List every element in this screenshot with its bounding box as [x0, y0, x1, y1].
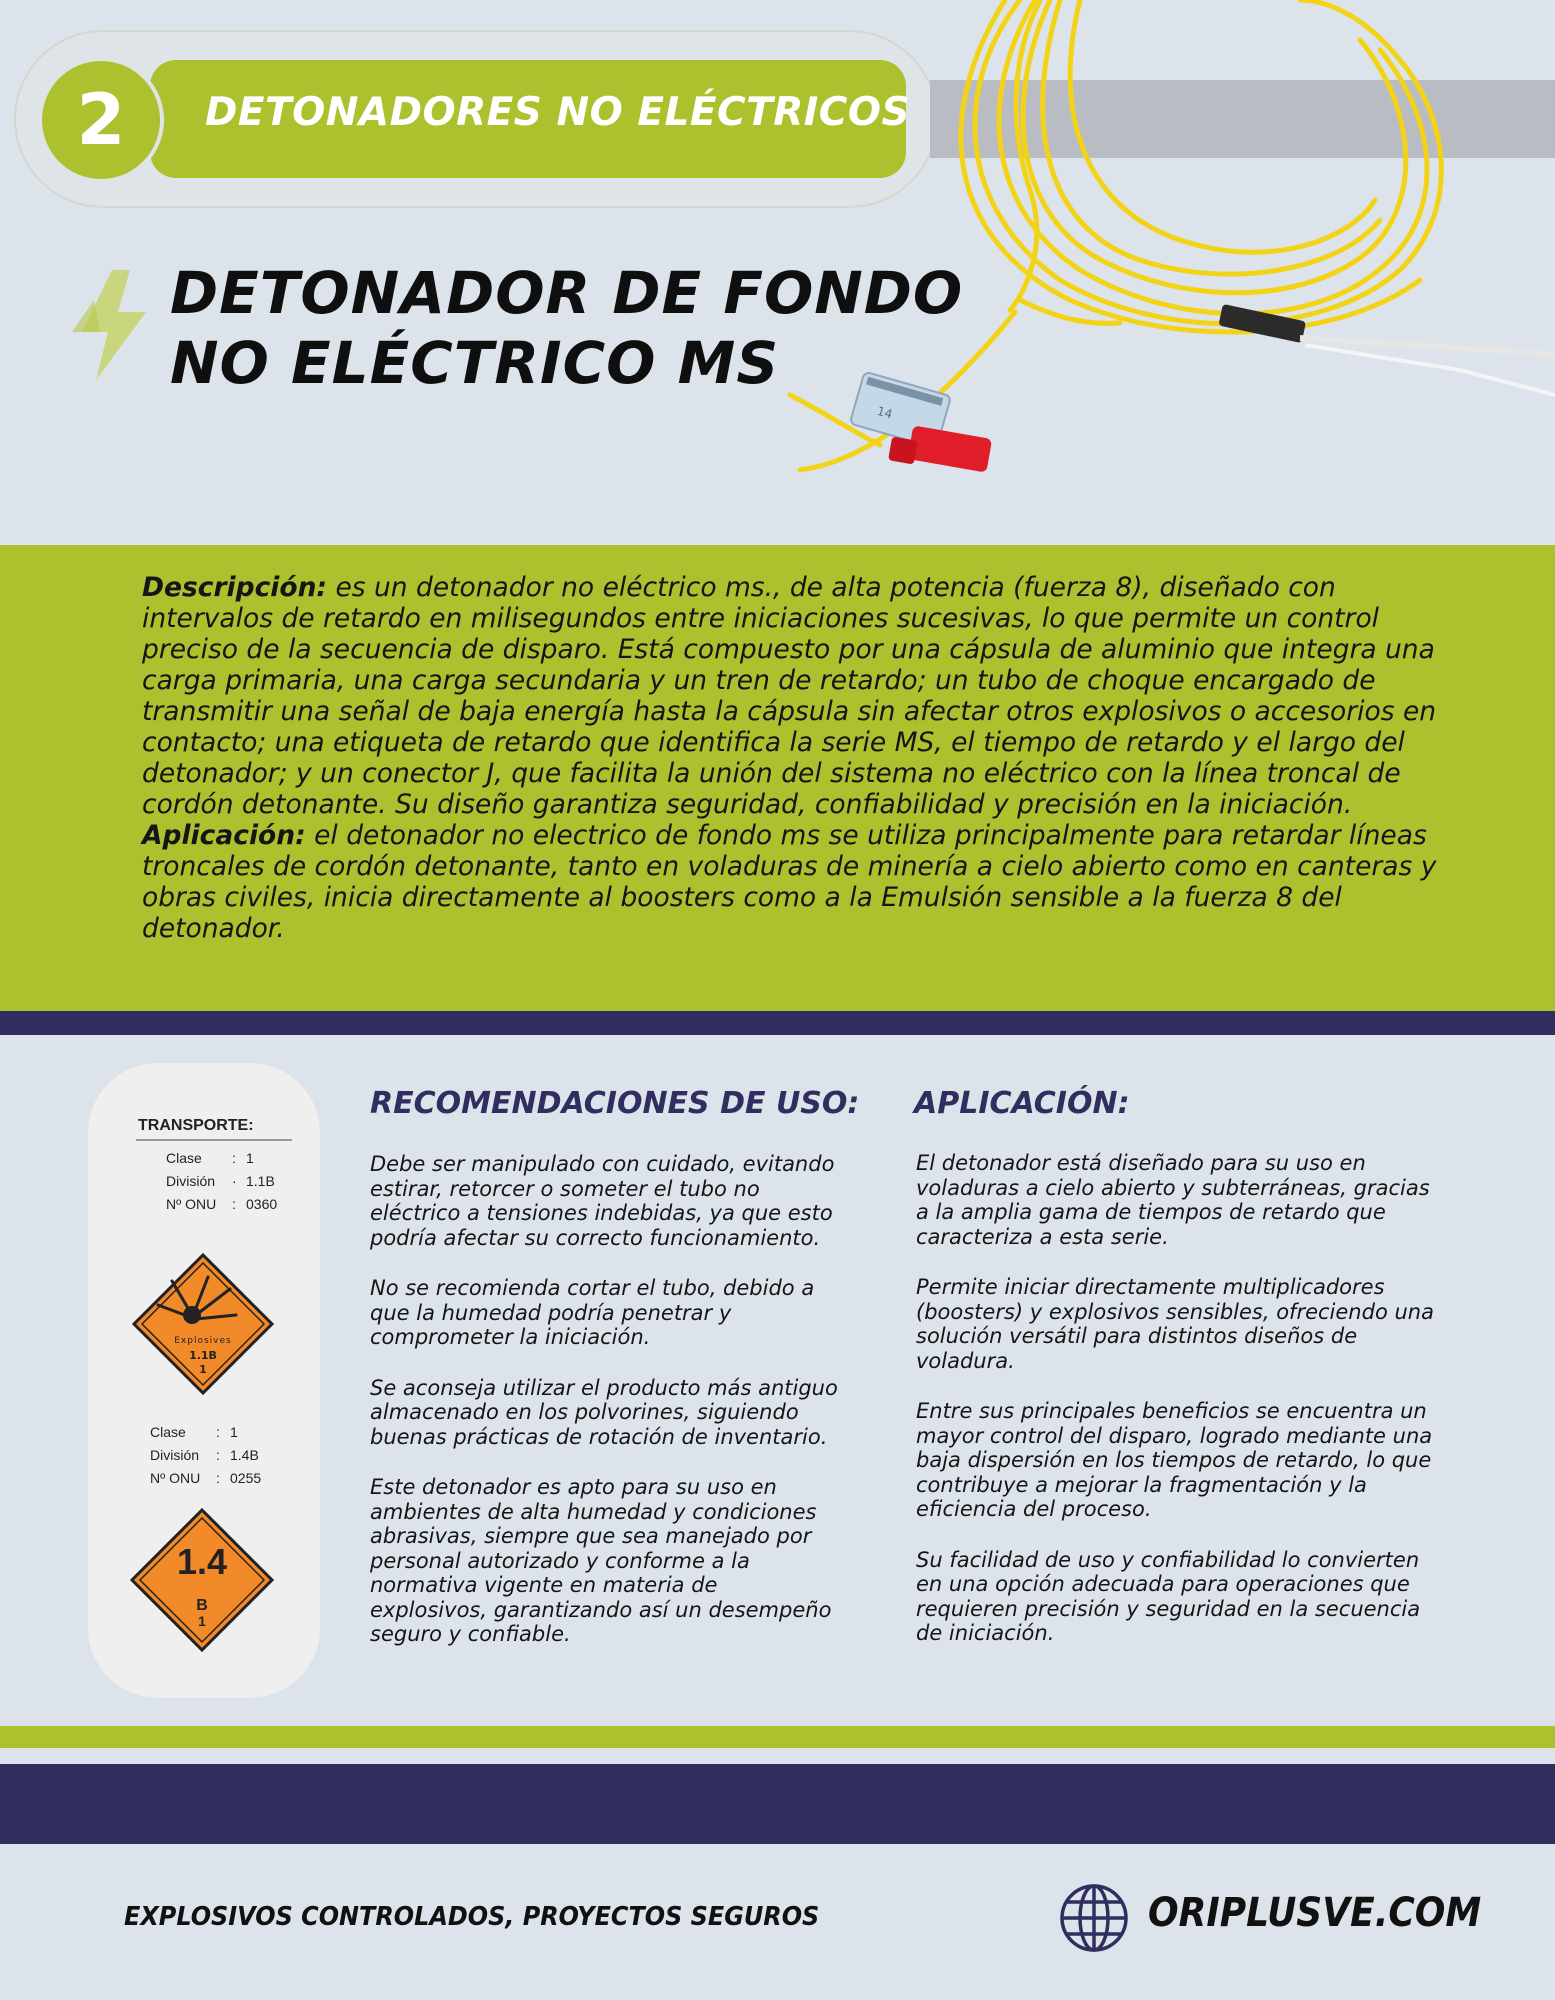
transport-card: [88, 1063, 320, 1698]
application-paragraph: Su facilidad de uso y confiabilidad lo convierten en una opción adecuada para operaciones que requieren precisión y seguridad en la secuencia de iniciación.: [916, 1547, 1421, 1645]
navy-divider: [0, 1011, 1555, 1035]
diamond2-letter: B: [196, 1597, 208, 1614]
application-heading: APLICACIÓN:: [914, 1086, 1130, 1121]
transport-value: 0255: [230, 1470, 262, 1486]
transport-heading: TRANSPORTE:: [138, 1117, 254, 1134]
transport-key: Clase: [166, 1150, 202, 1166]
transport-value: 1.1B: [246, 1173, 275, 1189]
description-block: [142, 572, 1442, 944]
transport-row: [150, 1421, 261, 1444]
transport-row: [150, 1444, 261, 1467]
diamond2-big: 1.4: [176, 1541, 228, 1582]
footer-slogan: EXPLOSIVOS CONTROLADOS, PROYECTOS SEGUROS: [124, 1902, 820, 1932]
section-title: DETONADORES NO ELÉCTRICOS: [205, 90, 911, 135]
transport-sep: :: [216, 1447, 220, 1463]
application-column-text: [916, 1151, 1436, 1672]
website-link[interactable]: ORIPLUSVE.COM: [1148, 1890, 1482, 1936]
transport-row: [166, 1193, 277, 1216]
transport-sep: :: [232, 1196, 236, 1212]
navy-footer-band: [0, 1764, 1555, 1844]
transport-key: Nº ONU: [166, 1196, 217, 1212]
transport-key: División: [166, 1173, 216, 1189]
application-paragraph: Entre sus principales beneficios se encuentra un mayor control del disparo, logrado mediante una baja dispersión en los tiempos de retardo, lo que contribuye a mejorar la fragmentación y la eficiencia del proceso.: [916, 1399, 1433, 1521]
recommendation-paragraph: Debe ser manipulado con cuidado, evitando estirar, retorcer o someter el tubo no eléctrico a tensiones indebidas, ya que esto podría afectar su correcto funcionamiento.: [370, 1152, 835, 1250]
recommendation-paragraph: Se aconseja utilizar el producto más antiguo almacenado en los polvorines, siguiendo buenas prácticas de rotación de inventario.: [370, 1375, 838, 1449]
transport-underline: [136, 1139, 292, 1141]
diamond1-code: 1.1B: [189, 1349, 217, 1362]
diamond2-num: 1: [198, 1613, 206, 1629]
recommendations-text: [370, 1152, 840, 1673]
title-line-2: NO ELÉCTRICO MS: [170, 329, 780, 397]
lightning-bolt-icon: [72, 270, 152, 380]
transport-key: División: [150, 1447, 200, 1463]
recommendation-paragraph: Este detonador es apto para su uso en ambientes de alta humedad y condiciones abrasivas, siempre que sea manejado por personal autorizado y conforme a la normativa vigente en materia de explosivos, garantizando así un desempeño seguro y confiable.: [370, 1475, 832, 1646]
section-number: 2: [38, 57, 164, 183]
diamond1-word: Explosives: [174, 1336, 232, 1346]
transport-value: 1.4B: [230, 1447, 259, 1463]
transport-value: 0360: [246, 1196, 278, 1212]
green-divider: [0, 1726, 1555, 1748]
transport-key: Clase: [150, 1424, 186, 1440]
explosive-1-1b-hazard-icon: [132, 1253, 274, 1395]
transport-key: Nº ONU: [150, 1470, 201, 1486]
transport-group-1: [166, 1147, 277, 1216]
detonator-product-image: [760, 0, 1555, 500]
application-paragraph: Permite iniciar directamente multiplicadores (boosters) y explosivos sensibles, ofreciendo una solución versátil para distintos diseños de voladura.: [916, 1275, 1434, 1373]
transport-sep: :: [232, 1150, 236, 1166]
transport-value: 1: [246, 1150, 254, 1166]
globe-icon: [1058, 1882, 1130, 1954]
application-label: Aplicación:: [142, 820, 306, 851]
recommendations-heading: RECOMENDACIONES DE USO:: [370, 1086, 860, 1121]
explosive-1-4b-hazard-icon: [130, 1508, 274, 1652]
application-paragraph: El detonador está diseñado para su uso en voladuras a cielo abierto y subterráneas, gracias a la amplia gama de tiempos de retardo que caracteriza a esta serie.: [916, 1151, 1430, 1249]
transport-sep: ·: [232, 1173, 237, 1189]
application-text: el detonador no electrico de fondo ms se utiliza principalmente para retardar líneas troncales de cordón detonante, tanto en voladuras de minería a cielo abierto como en canteras y obras civiles, inicia directamente al boosters como a la Emulsión sensible a la fuerza 8 del detonador.: [142, 820, 1437, 944]
svg-text:14: 14: [875, 403, 894, 422]
transport-group-2: [150, 1421, 261, 1490]
transport-row: [150, 1467, 261, 1490]
title-line-1: DETONADOR DE FONDO: [170, 259, 964, 327]
transport-sep: :: [216, 1424, 220, 1440]
transport-value: 1: [230, 1424, 238, 1440]
transport-sep: :: [216, 1470, 220, 1486]
description-label: Descripción:: [142, 572, 328, 603]
transport-row: [166, 1170, 277, 1193]
transport-row: [166, 1147, 277, 1170]
recommendation-paragraph: No se recomienda cortar el tubo, debido a que la humedad podría penetrar y comprometer la iniciación.: [370, 1276, 815, 1349]
diamond1-num: 1: [199, 1363, 207, 1376]
description-text: es un detonador no eléctrico ms., de alta potencia (fuerza 8), diseñado con intervalos de retardo en milisegundos entre iniciaciones sucesivas, lo que permite un control preciso de la secuencia de disparo. Está compuesto por una cápsula de aluminio que integra una carga primaria, una carga secundaria y un tren de retardo; un tubo de choque encargado de transmitir una señal de baja energía hasta la cápsula sin afectar otros explosivos o accesorios en contacto; una etiqueta de retardo que identifica la serie MS, el tiempo de retardo y el largo del detonador; y un conector J, que facilita la unión del sistema no eléctrico con la línea troncal de cordón detonante. Su diseño garantiza seguridad, confiabilidad y precisión en la iniciación.: [142, 572, 1437, 820]
